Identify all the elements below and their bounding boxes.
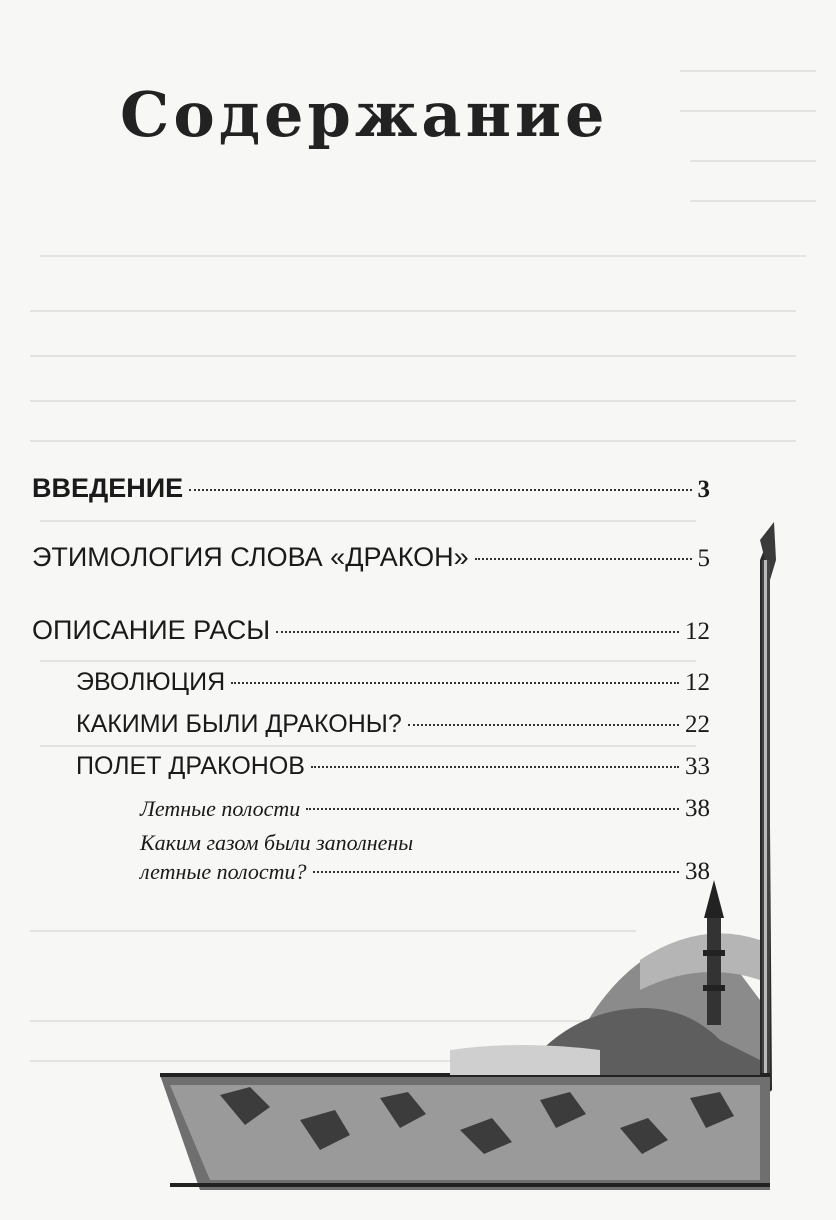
toc-entry-page: 22 <box>685 711 710 738</box>
toc-entry-page: 3 <box>697 476 710 503</box>
toc-entry-label-line1: Каким газом были заполнены <box>140 830 414 855</box>
toc-entry-label-line2: летные полости? <box>140 859 307 884</box>
toc-entry-page: 12 <box>685 618 710 645</box>
toc-entry-page: 33 <box>685 753 710 780</box>
toc-entry-label: ОПИСАНИЕ РАСЫ <box>32 615 271 645</box>
toc-entry-label: КАКИМИ БЫЛИ ДРАКОНЫ? <box>76 710 402 738</box>
toc-entry-page: 5 <box>697 545 710 572</box>
page-title: Содержание <box>120 78 609 151</box>
toc-entry-page: 38 <box>685 858 710 885</box>
toc-entry-page: 38 <box>685 795 710 822</box>
toc-entry-label: Летные полости <box>140 796 301 821</box>
toc-entry-label: ВВЕДЕНИЕ <box>32 473 184 503</box>
toc-entry-page: 12 <box>685 669 710 696</box>
toc-entry-label: ЭТИМОЛОГИЯ СЛОВА «ДРАКОН» <box>32 542 469 572</box>
toc-entry-label: ПОЛЕТ ДРАКОНОВ <box>76 752 305 780</box>
toc-entry-label: ЭВОЛЮЦИЯ <box>76 668 226 696</box>
